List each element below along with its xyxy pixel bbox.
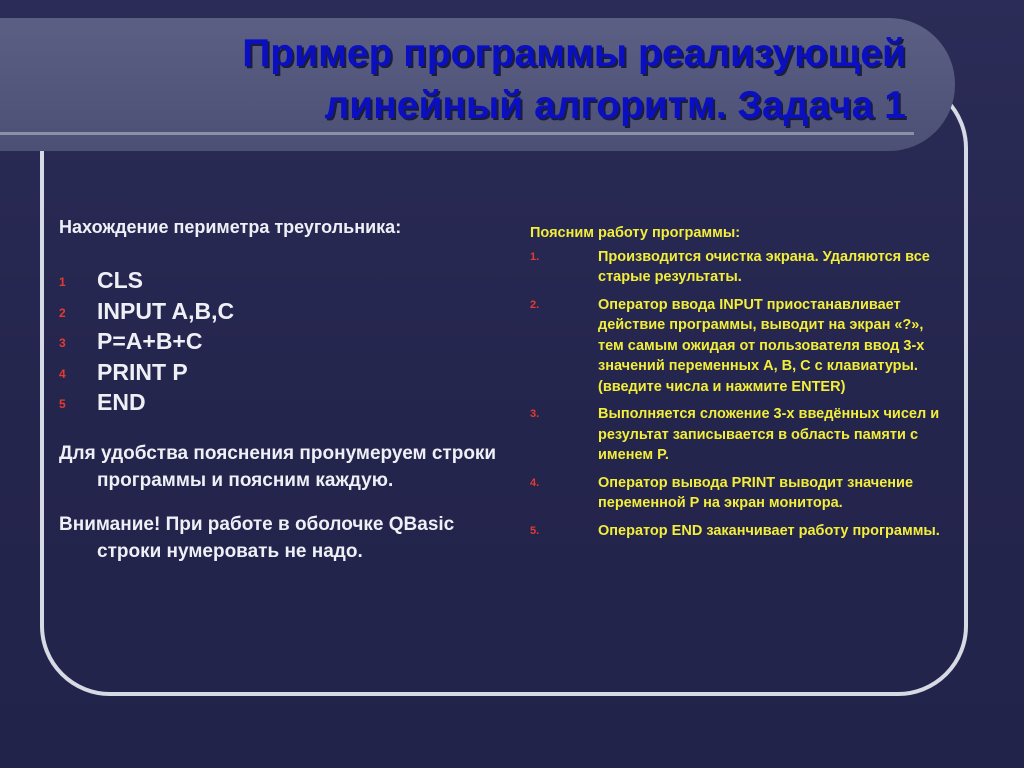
- explanation-text: Производится очистка экрана. Удаляются все старые результаты.: [598, 248, 930, 285]
- explanation-item: [530, 521, 940, 542]
- code-line: [59, 296, 509, 327]
- code-line-number: 3: [59, 336, 66, 350]
- code-line-number: 4: [59, 366, 66, 381]
- numbering-note: Для удобства пояснения пронумеруем строки программы и поясним каждую.: [59, 442, 497, 491]
- explanation-column: [530, 223, 940, 548]
- explanation-text: Оператор END заканчивает работу программы.: [598, 522, 940, 539]
- explanation-item: [530, 473, 940, 514]
- code-line-text: INPUT A,B,C: [97, 297, 235, 324]
- explanation-list: [530, 247, 940, 542]
- explanation-number: 4.: [530, 476, 540, 489]
- title-underline: [0, 132, 914, 135]
- explanation-number: 3.: [530, 408, 540, 420]
- explanation-text: Оператор вывода PRINT выводит значение переменной P на экран монитора.: [598, 474, 914, 511]
- explanation-number: 5.: [530, 524, 540, 537]
- title-line-1: Пример программы реализующей: [242, 32, 906, 75]
- explanation-hint: (введите числа и нажмите ENTER): [598, 378, 846, 395]
- explanation-text: Выполняется сложение 3-х введённых чисел и результат записывается в область памяти с именем P.: [598, 406, 940, 463]
- title-line-2: линейный алгоритм. Задача 1: [324, 84, 906, 127]
- explanation-number: 1.: [530, 250, 540, 263]
- code-line: [59, 265, 509, 296]
- code-line-number: 5: [59, 397, 66, 411]
- code-line: [59, 387, 509, 418]
- explanation-item: [530, 404, 940, 466]
- program-column: [59, 215, 509, 565]
- code-listing: [59, 265, 509, 418]
- explanation-item: [530, 247, 940, 288]
- code-line-text: CLS: [97, 267, 143, 293]
- explanation-number: 2.: [530, 298, 540, 311]
- explanation-item: [530, 295, 940, 398]
- code-line-number: 1: [59, 275, 66, 289]
- code-line-text: P=A+B+C: [97, 328, 203, 354]
- slide-title: [46, 28, 906, 132]
- code-line-text: END: [97, 389, 146, 415]
- explanation-heading: Поясним работу программы:: [530, 225, 741, 241]
- code-line-number: 2: [59, 305, 66, 320]
- code-line: [59, 357, 509, 388]
- task-heading: Нахождение периметра треугольника:: [59, 217, 402, 237]
- qbasic-warning: Внимание! При работе в оболочке QBasic строки нумеровать не надо.: [59, 513, 455, 562]
- code-line-text: PRINT P: [97, 358, 188, 385]
- explanation-text: Оператор ввода INPUT приостанавливает действие программы, выводит на экран «?», тем самым ожидая от пользователя ввод 3-х значений переменных A, B, C с клавиатуры.: [598, 296, 925, 374]
- code-line: [59, 326, 509, 357]
